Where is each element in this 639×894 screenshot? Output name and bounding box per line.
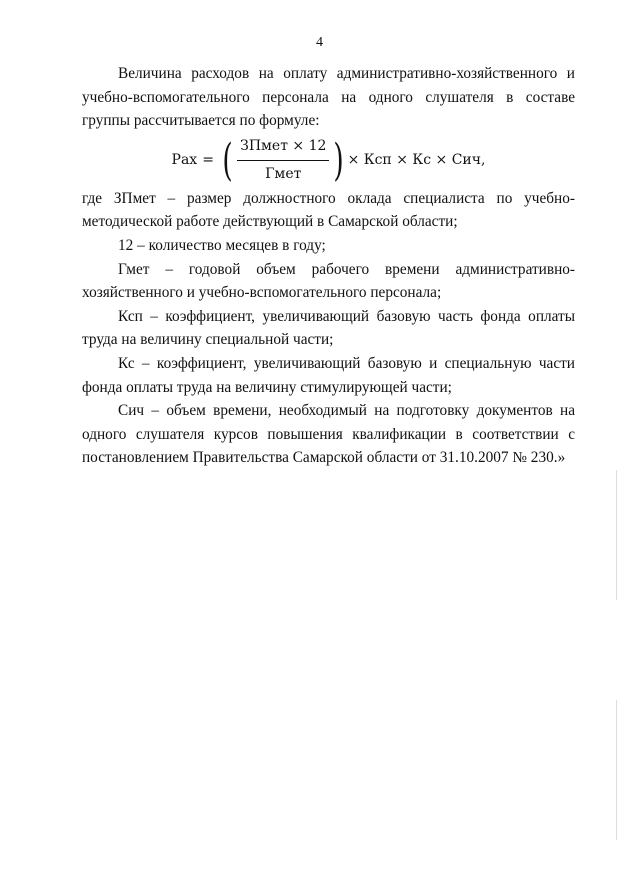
definition-gmet: Гмет – годовой объем рабочего времени административно-хозяйственного и учебно-вспомогательного персонала; xyxy=(82,260,575,302)
page-number: 4 xyxy=(316,35,323,50)
left-paren: ( xyxy=(222,134,233,186)
definition-months: 12 – количество месяцев в году; xyxy=(118,236,326,254)
fraction-denominator: Гмет xyxy=(265,166,302,183)
right-paren: ) xyxy=(333,134,345,186)
definition-ks: Кс – коэффициент, увеличивающий базовую и специальную части фонда оплаты труда на величину стимулирующей части; xyxy=(82,354,575,396)
formula-equals: = xyxy=(202,151,214,168)
scan-edge-mark xyxy=(616,700,617,840)
scan-edge-mark xyxy=(616,470,617,600)
definition-sich: Сич – объем времени, необходимый на подготовку документов на одного слушателя курсов повышения квалификации в соответствии с постановлением Правительства Самарской области от 31.10.2007 № 230.» xyxy=(82,402,575,467)
document-body xyxy=(82,62,575,470)
fraction-numerator: ЗПмет × 12 xyxy=(237,135,329,162)
definition-ksp: Ксп – коэффициент, увеличивающий базовую часть фонда оплаты труда на величину специальной части; xyxy=(82,307,575,349)
definition-zpmet: где ЗПмет – размер должностного оклада специалиста по учебно-методической работе действующий в Самарской области; xyxy=(82,189,575,231)
intro-paragraph: Величина расходов на оплату административно-хозяйственного и учебно-вспомогательного персонала на одного слушателя в составе группы рассчитывается по формуле: xyxy=(82,65,575,130)
formula-tail: × Ксп × Кс × Сич, xyxy=(347,151,486,168)
formula-fraction xyxy=(237,135,329,187)
formula xyxy=(82,135,575,187)
formula-lhs: Рах xyxy=(171,151,198,168)
